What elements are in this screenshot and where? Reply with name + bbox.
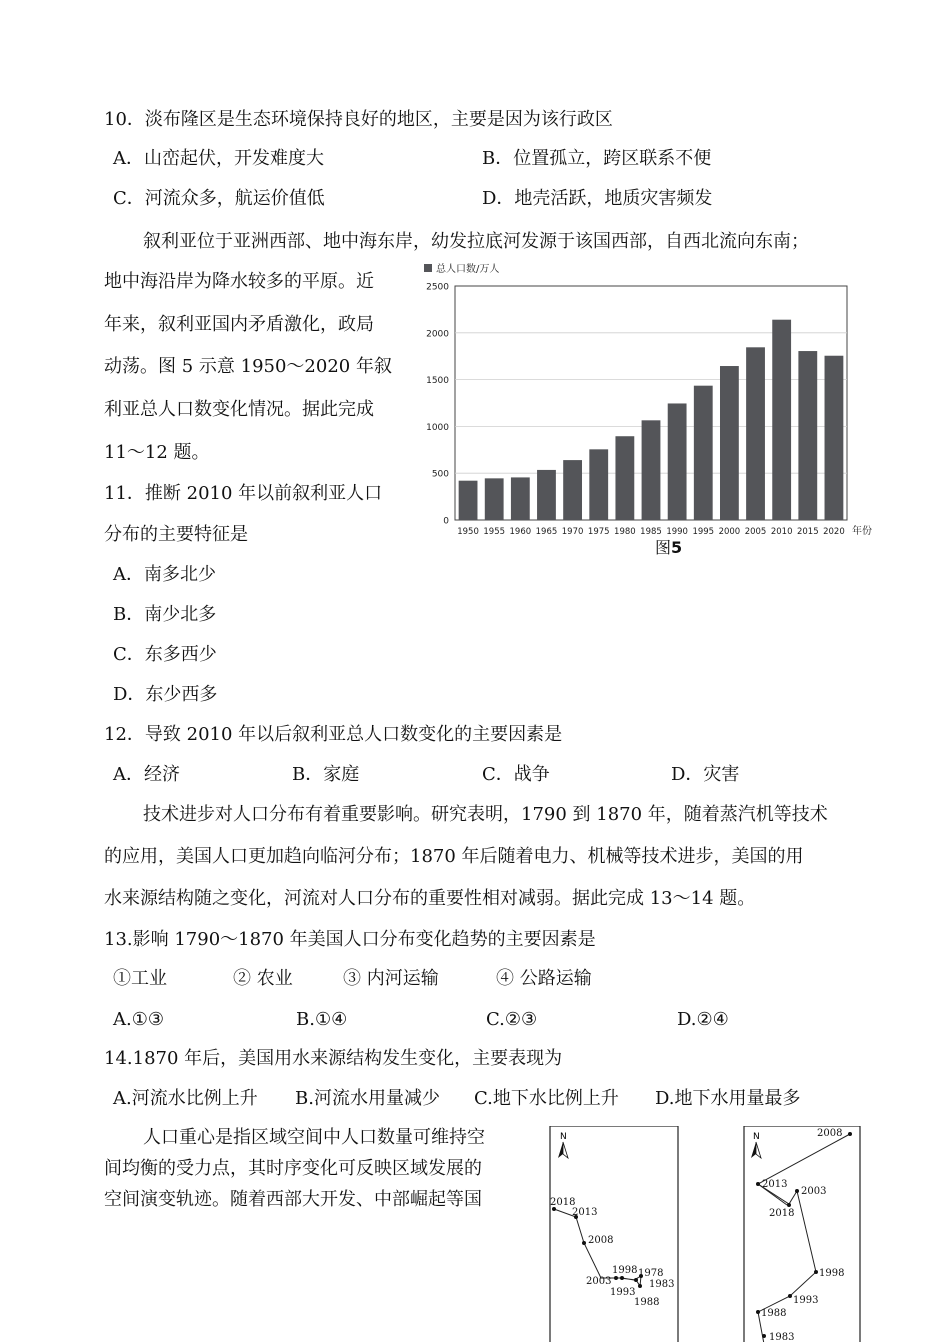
q11-option-a: A．南多北少 [113,564,216,585]
x-tick-label: 1995 [692,527,715,537]
q10-option-b: B．位置孤立，跨区联系不便 [482,148,712,169]
map-1-north-arrow-icon [558,1142,563,1158]
bar-2020 [825,356,844,520]
x-axis-ticks [457,527,845,537]
legend-swatch [424,264,432,272]
y-tick-label: 0 [443,516,449,527]
map-2-north-arrow-icon [751,1142,756,1158]
q13-option-a: A.①③ [113,1009,164,1030]
gravity-intro-line-3: 空间演变轨迹。随着西部大开发、中部崛起等国 [104,1189,482,1210]
bar-1970 [563,460,582,520]
y-tick-label: 2500 [426,282,449,293]
map-2-label-2008: 2008 [817,1128,843,1139]
gravity-intro-line-2: 间均衡的受力点，其时序变化可反映区域发展的 [104,1158,482,1179]
y-tick-label: 2000 [426,329,449,340]
q11-stem-line-2: 分布的主要特征是 [104,524,248,545]
q12-option-c: C．战争 [482,764,550,785]
x-tick-label: 2015 [796,527,819,537]
x-tick-label: 1950 [457,527,479,537]
y-tick-label: 500 [431,469,449,480]
map-1-label-1998: 1998 [612,1265,638,1276]
q10-option-d: D．地壳活跃，地质灾害频发 [482,188,713,209]
x-tick-label: 1960 [509,527,532,537]
map-2-label-2003: 2003 [801,1186,827,1197]
x-tick-label: 1965 [535,527,558,537]
bars [459,320,844,520]
q14-stem: 14.1870 年后，美国用水来源结构发生变化，主要表现为 [104,1048,563,1069]
bar-1975 [589,449,608,520]
bar-1955 [485,478,504,520]
x-tick-label: 1990 [666,527,688,537]
q14-option-a: A.河流水比例上升 [113,1088,258,1109]
bar-2010 [772,320,791,520]
usa-intro-line-3: 水来源结构随之变化，河流对人口分布的重要性相对减弱。据此完成 13～14 题。 [104,888,756,909]
q13-option-c: C.②③ [486,1009,538,1030]
gravity-trajectory-map-2 [742,1126,866,1342]
population-bar-chart [418,258,878,538]
x-tick-label: 2020 [823,527,845,537]
map-2-label-2018: 2018 [769,1208,795,1219]
q10-stem: 10．淡布隆区是生态环境保持良好的地区，主要是因为该行政区 [104,109,613,130]
q14-option-b: B.河流水用量减少 [295,1088,440,1109]
map-2-label-1988: 1988 [761,1308,787,1319]
map-2-label-1993: 1993 [793,1295,819,1306]
q14-option-d: D.地下水用量最多 [655,1088,801,1109]
map-1-label-2008: 2008 [588,1235,614,1246]
q11-stem-line-1: 11．推断 2010 年以前叙利亚人口 [104,483,383,504]
q12-option-d: D．灾害 [671,764,740,785]
syria-intro-line-2: 地中海沿岸为降水较多的平原。近 [104,271,374,292]
map-1-label-1983: 1983 [649,1279,675,1290]
gravity-intro-line-1: 人口重心是指区域空间中人口数量可维持空 [143,1127,485,1148]
q11-option-b: B．南少北多 [113,604,217,625]
bar-2005 [746,347,765,520]
bar-1995 [694,386,713,520]
map-1-label-2003: 2003 [586,1276,612,1287]
map-1-label-1993: 1993 [610,1287,636,1298]
map-1-north-arrow-outline-icon [563,1142,568,1158]
y-tick-label: 1000 [426,422,449,433]
map-2-north-arrow-outline-icon [756,1142,761,1158]
x-tick-label: 2010 [770,527,793,537]
figure-caption-number: 5 [671,538,683,557]
map-2-label-2013: 2013 [762,1179,788,1190]
map-2-label-1998: 1998 [819,1268,845,1279]
bar-1980 [615,436,634,520]
syria-intro-line-4: 动荡。图 5 示意 1950～2020 年叙 [104,356,392,377]
q10-option-a: A．山峦起伏，开发难度大 [113,148,324,169]
q13-item-3: ③ 内河运输 [343,968,439,989]
x-tick-label: 2005 [744,527,767,537]
legend-label: 总人口数/万人 [436,264,500,275]
map-1-north-label: N [560,1132,567,1142]
x-tick-label: 1970 [561,527,584,537]
q13-item-2: ② 农业 [233,968,293,989]
bar-1990 [668,403,687,520]
x-tick-label: 1975 [587,527,610,537]
q12-stem: 12．导致 2010 年以后叙利亚总人口数变化的主要因素是 [104,724,563,745]
figure-caption-prefix: 图 [655,538,672,557]
q13-item-1: ①工业 [113,968,167,989]
map-1-frame [550,1126,678,1342]
q12-option-a: A．经济 [113,764,180,785]
bar-2015 [798,351,817,520]
q13-item-4: ④ 公路运输 [496,968,592,989]
gravity-trajectory-map-1 [548,1126,680,1342]
syria-intro-line-5: 利亚总人口数变化情况。据此完成 [104,399,374,420]
q11-option-c: C．东多西少 [113,644,217,665]
q13-option-d: D.②④ [677,1009,729,1030]
x-tick-label: 1980 [614,527,636,537]
map-2-north-label: N [753,1132,760,1142]
q12-option-b: B．家庭 [292,764,360,785]
x-tick-label: 1955 [483,527,506,537]
syria-intro-line-6: 11～12 题。 [104,442,210,463]
y-axis-ticks [426,283,449,527]
map-1-label-2013: 2013 [572,1207,598,1218]
x-tick-label: 2000 [718,527,741,537]
x-axis-label: 年份 [852,526,872,537]
syria-intro-line-3: 年来，叙利亚国内矛盾激化，政局 [104,314,374,335]
map-2-label-1983: 1983 [769,1332,795,1342]
bar-1965 [537,470,556,520]
q13-option-b: B.①④ [296,1009,348,1030]
bar-1960 [511,477,530,520]
q14-option-c: C.地下水比例上升 [474,1088,619,1109]
bar-2000 [720,366,739,520]
q11-option-d: D．东少西多 [113,684,218,705]
syria-intro-line-1: 叙利亚位于亚洲西部、地中海东岸，幼发拉底河发源于该国西部，自西北流向东南； [143,231,809,252]
usa-intro-line-1: 技术进步对人口分布有着重要影响。研究表明，1790 到 1870 年，随着蒸汽机等技术 [143,804,828,825]
x-tick-label: 1985 [640,527,662,537]
map-1-label-2018: 2018 [550,1197,576,1208]
map-1-label-1978: 1978 [638,1268,664,1279]
figure-5-caption [655,538,682,558]
q13-stem: 13.影响 1790～1870 年美国人口分布变化趋势的主要因素是 [104,929,596,950]
bar-1950 [459,481,478,520]
bar-1985 [642,420,661,520]
usa-intro-line-2: 的应用，美国人口更加趋向临河分布；1870 年后随着电力、机械等技术进步，美国的用 [104,846,804,867]
map-1-label-1988: 1988 [634,1297,660,1308]
y-tick-label: 1500 [426,376,449,387]
q10-option-c: C．河流众多，航运价值低 [113,188,325,209]
